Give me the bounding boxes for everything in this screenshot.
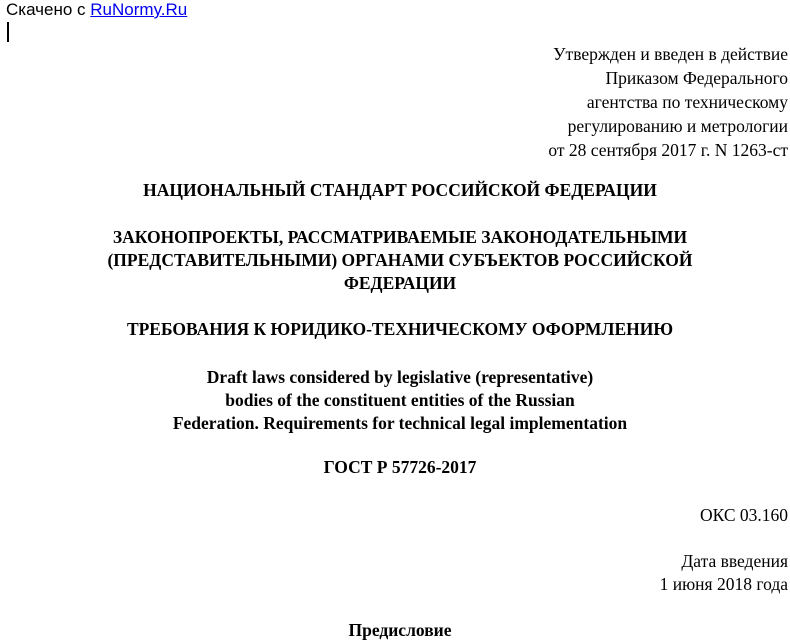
text-cursor — [7, 22, 9, 42]
foreword-heading: Предисловие — [348, 620, 452, 640]
english-title-line: Draft laws considered by legislative (representative) — [206, 367, 594, 387]
approval-line: от 28 сентября 2017 г. N 1263-ст — [548, 140, 788, 160]
standard-subtitle-block — [0, 318, 790, 341]
national-standard-heading — [0, 179, 790, 202]
effective-date: 1 июня 2018 года — [659, 574, 788, 594]
standard-title-line: (ПРЕДСТАВИТЕЛЬНЫМИ) ОРГАНАМИ СУБЪЕКТОВ РОССИЙСКОЙ — [107, 250, 693, 270]
download-source-prefix: Скачено с — [6, 0, 91, 19]
download-source-line — [6, 0, 187, 20]
national-standard-title: НАЦИОНАЛЬНЫЙ СТАНДАРТ РОССИЙСКОЙ ФЕДЕРАЦИИ — [143, 180, 657, 200]
approval-block — [368, 42, 788, 162]
approval-line: Утвержден и введен в действие — [553, 44, 788, 64]
approval-line: агентства по техническому — [586, 92, 788, 112]
gost-number: ГОСТ Р 57726-2017 — [323, 457, 477, 477]
english-title-line: bodies of the constituent entities of the Russian — [225, 390, 575, 410]
english-title-line: Federation. Requirements for technical legal implementation — [172, 413, 628, 433]
standard-title-block — [0, 226, 790, 295]
standard-title-line: ЗАКОНОПРОЕКТЫ, РАССМАТРИВАЕМЫЕ ЗАКОНОДАТЕЛЬНЫМИ — [112, 227, 688, 247]
standard-title-line: ФЕДЕРАЦИИ — [343, 273, 457, 293]
english-title-block — [0, 366, 790, 435]
approval-line: регулированию и метрологии — [567, 116, 788, 136]
approval-line: Приказом Федерального — [605, 68, 788, 88]
standard-subtitle: ТРЕБОВАНИЯ К ЮРИДИКО-ТЕХНИЧЕСКОМУ ОФОРМЛЕНИЮ — [126, 319, 674, 339]
gost-number-block — [0, 456, 790, 479]
oks-code: ОКС 03.160 — [699, 505, 788, 525]
foreword-heading-block — [0, 619, 790, 642]
effective-date-label: Дата введения — [681, 551, 788, 571]
source-site-link[interactable]: RuNormy.Ru — [90, 0, 188, 19]
